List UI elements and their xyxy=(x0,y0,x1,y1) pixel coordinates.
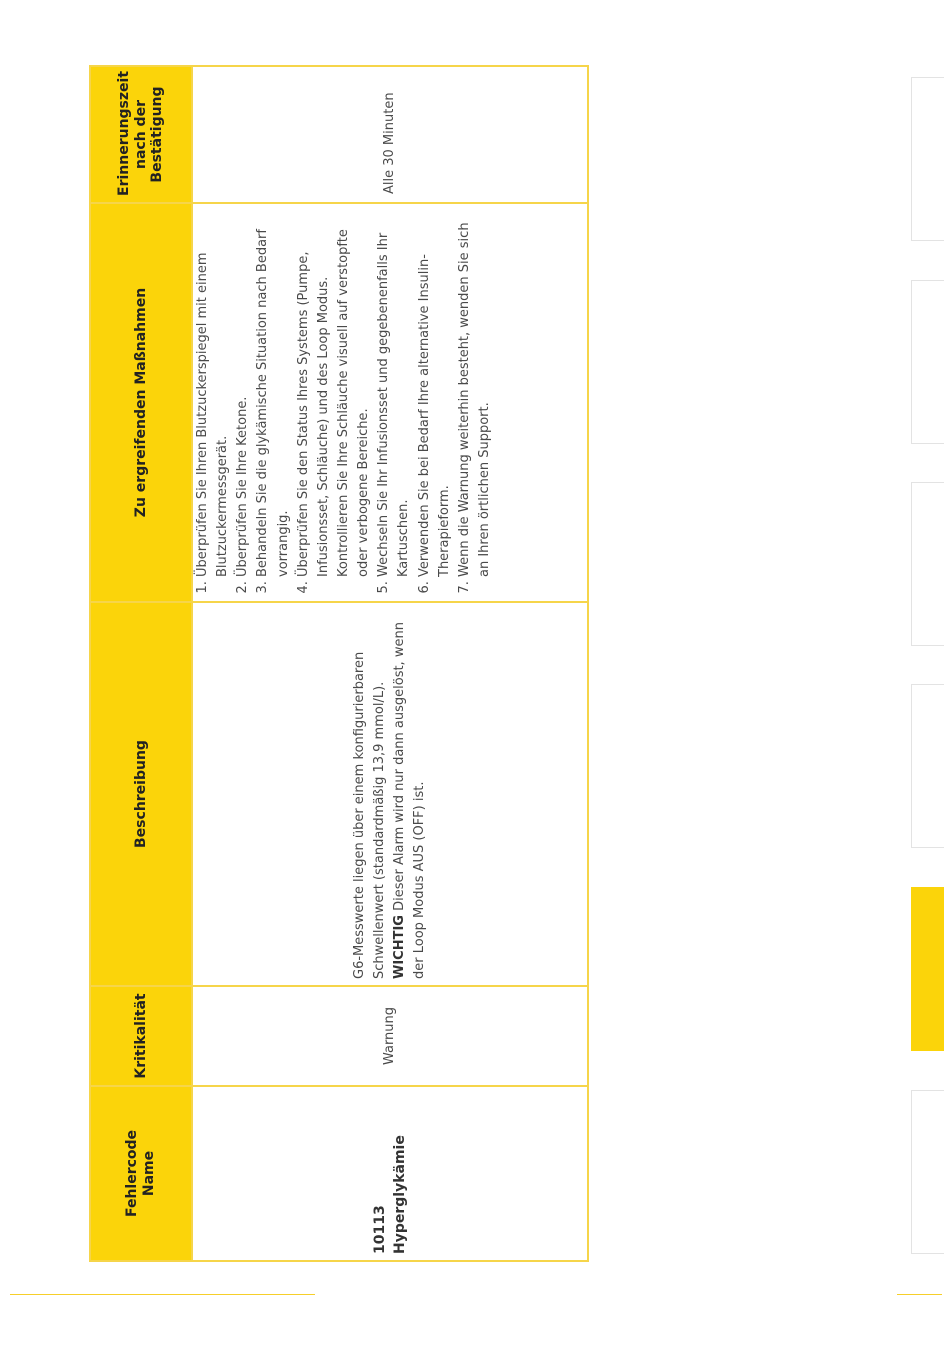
side-tab-6[interactable] xyxy=(911,1090,944,1254)
header-reminder: Erinnerungszeit nach der Bestätigung xyxy=(90,66,192,203)
action-item: 5. Wechseln Sie Ihr Infusionsset und gegebenenfalls Ihr Kartuschen. xyxy=(374,214,414,577)
error-name: Hyperglykämie xyxy=(392,1135,408,1254)
action-item: 4. Überprüfen Sie den Status Ihres Systems (Pumpe, Infusionsset, Schläuche) und des Loop Modus. Kontrollieren Sie Ihre Schläuche visuell auf verstopfte oder verbogene Bereiche. xyxy=(294,214,375,577)
error-code: 10113 xyxy=(371,1205,388,1254)
error-code-cell xyxy=(192,1086,588,1261)
side-tab-3[interactable] xyxy=(911,482,944,646)
criticality-value: Warnung xyxy=(381,1006,397,1066)
error-code-table xyxy=(89,65,589,1262)
criticality-cell xyxy=(192,986,588,1086)
important-text: Dieser Alarm wird nur dann ausgelöst, wenn der Loop Modus AUS (OFF) ist. xyxy=(392,622,428,979)
reminder-value: Alle 30 Minuten xyxy=(381,92,397,194)
action-item: 3. Behandeln Sie die glykämische Situation nach Bedarf vorrangig. xyxy=(253,214,293,577)
actions-cell xyxy=(192,203,588,602)
actions-list xyxy=(193,214,495,597)
footer-rule-left xyxy=(10,1294,315,1295)
description-cell xyxy=(192,602,588,986)
header-code-name: Fehlercode Name xyxy=(90,1086,192,1261)
description-text: G6-Messwerte liegen über einem konfigurierbaren Schwellenwert (standardmäßig 13,9 mmol/L). xyxy=(351,651,387,979)
action-item: 2. Überprüfen Sie Ihre Ketone. xyxy=(233,214,253,577)
important-label: WICHTIG xyxy=(392,915,407,979)
action-item: 6. Verwenden Sie bei Bedarf Ihre alternative Insulin-Therapieform. xyxy=(415,214,455,577)
side-tab-5-active[interactable] xyxy=(911,887,944,1051)
error-table-container xyxy=(89,67,589,1262)
action-item: 1. Überprüfen Sie Ihren Blutzuckerspiegel mit einem Blutzuckermessgerät. xyxy=(193,214,233,577)
side-tab-2[interactable] xyxy=(911,280,944,444)
footer-rule-right xyxy=(897,1294,942,1295)
side-tab-4[interactable] xyxy=(911,684,944,848)
table-row xyxy=(192,66,588,1261)
side-tab-1[interactable] xyxy=(911,77,944,241)
table-header-row xyxy=(90,66,192,1261)
header-criticality: Kritikalität xyxy=(90,986,192,1086)
header-description: Beschreibung xyxy=(90,602,192,986)
header-actions: Zu ergreifenden Maßnahmen xyxy=(90,203,192,602)
reminder-cell xyxy=(192,66,588,203)
action-item: 7. Wenn die Warnung weiterhin besteht, wenden Sie sich an Ihren örtlichen Support. xyxy=(455,214,495,577)
